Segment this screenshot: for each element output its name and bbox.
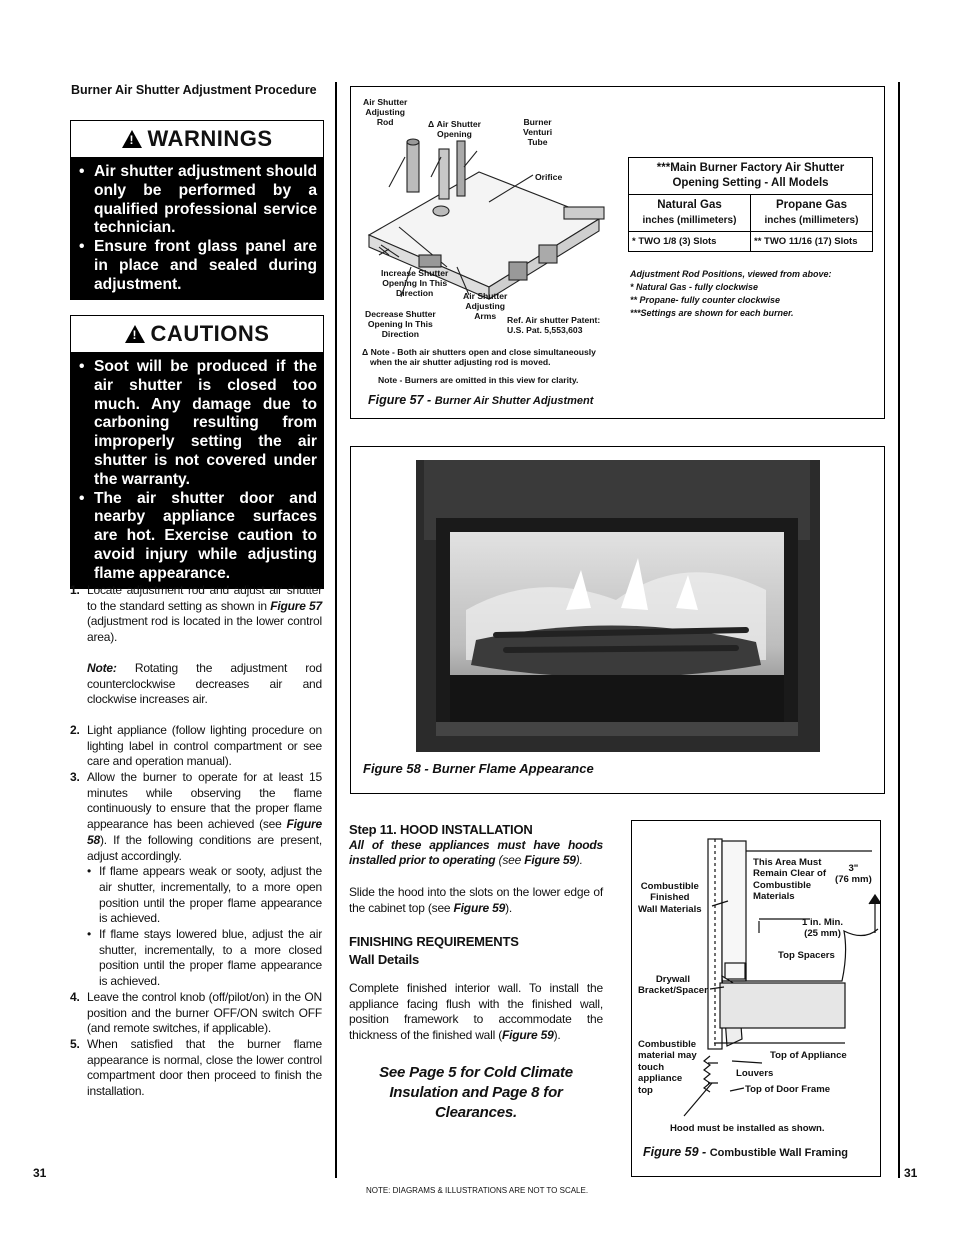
table-col-natural-gas: Natural Gas bbox=[657, 199, 722, 211]
step-text: (adjustment rod is located in the lower control area). bbox=[87, 614, 322, 645]
table-unit: inches (millimeters) bbox=[764, 215, 859, 226]
cautions-body bbox=[71, 353, 323, 588]
wall-details-text: Complete finished interior wall. To install the appliance facing flush with the finished wall, position framework to accommodate the thickness of the finished wall ( bbox=[349, 980, 603, 1043]
adjustment-note: ** Propane- fully counter clockwise bbox=[630, 295, 781, 305]
label-1-inch-min: 1 in. Min. (25 mm) bbox=[802, 917, 844, 940]
label-air-shutter-rod: Air Shutter Adjusting Rod bbox=[363, 97, 408, 127]
step-3 bbox=[70, 770, 322, 864]
label-increase-shutter: Increase Shutter Opening In This Direction bbox=[381, 268, 449, 298]
figure-59-caption: Figure 59 - Combustible Wall Framing bbox=[643, 1145, 849, 1159]
label-burner-venturi: Burner Venturi Tube bbox=[523, 117, 553, 147]
note-text: Rotating the adjustment rod counterclockwise decreases air and clockwise increases air. bbox=[87, 660, 322, 707]
sub-bullet: • If flame stays lowered blue, adjust the air shutter, incrementally, to a more closed position until the proper flame appearance is achieved. bbox=[70, 927, 322, 990]
label-top-of-door-frame: Top of Door Frame bbox=[745, 1084, 831, 1095]
cautions-title: CAUTIONS bbox=[150, 321, 270, 346]
table-cell-natural-gas: * TWO 1/8 (3) Slots bbox=[629, 232, 751, 252]
step-text: Allow the burner to operate for at least 15 minutes while observing the flame continuously to ensure that the proper flame appearance has been achieved (see bbox=[87, 770, 322, 832]
figure-ref: Figure 57 bbox=[270, 598, 322, 613]
warnings-body bbox=[71, 158, 323, 299]
figure-ref: Figure 59 bbox=[524, 853, 576, 868]
procedure-steps bbox=[70, 583, 322, 1100]
step-text: Light appliance (follow lighting procedure on lighting label in control compartment or see care and operation manual). bbox=[87, 722, 322, 769]
step-text: Locate adjustment rod and adjust air shutter to the standard setting as shown in bbox=[87, 583, 322, 613]
label-top-of-appliance: Top of Appliance bbox=[770, 1050, 847, 1061]
figure-58-caption: Figure 58 - Burner Flame Appearance bbox=[363, 761, 594, 776]
page-number-right: 31 bbox=[904, 1166, 918, 1180]
label-clear-area: This Area Must Remain Clear of Combustible Materials bbox=[753, 857, 827, 903]
figure-57 bbox=[350, 86, 885, 419]
figure-ref: Figure 58 bbox=[87, 817, 322, 847]
figure-57-caption: Figure 57 - Burner Air Shutter Adjustment bbox=[368, 393, 594, 407]
warnings-header bbox=[71, 121, 323, 158]
cautions-header bbox=[71, 316, 323, 353]
warning-triangle-icon: ! bbox=[122, 130, 142, 148]
step-2 bbox=[70, 723, 322, 770]
air-shutter-settings-table bbox=[628, 157, 873, 252]
step-number: 5. bbox=[70, 1036, 80, 1051]
column-divider-right bbox=[898, 82, 900, 1178]
step-number: 3. bbox=[70, 770, 80, 785]
figure-ref: Figure 59 bbox=[453, 900, 506, 915]
hood-intro: All of these appliances must have hoods installed prior to operating bbox=[349, 837, 603, 868]
table-unit: inches (millimeters) bbox=[642, 215, 737, 226]
table-title: ***Main Burner Factory Air Shutter bbox=[656, 162, 845, 174]
hood-installation-text: Step 11. HOOD INSTALLATION All of these appliances must have hoods installed prior to operating (see Figure 59). Slide the hood into the slots on the lower edge of the cabinet top (see Figure 59). FINISHING REQUIREMENTS Wall Details Complete finished interior wall. To install the appliance facing flush with the finished wall, position framework to accommodate the thickness of the finished wall (Figure 59). See Page 5 for Cold Climate Insulation and Page 8 for Clearances. bbox=[349, 822, 603, 1121]
step-text: When satisfied that the burner flame appearance is normal, close the lower control compartment door then proceed to finish the installation. bbox=[87, 1036, 322, 1099]
caution-item: • Soot will be produced if the air shutter is closed too much. Any damage due to carboning resulting from improperly setting the air shutter is not covered under the warranty. bbox=[77, 358, 317, 490]
cautions-box bbox=[70, 315, 324, 589]
step-text: ). If the following conditions are present, adjust accordingly. bbox=[87, 832, 322, 863]
figure-58 bbox=[350, 446, 885, 794]
sub-bullet: • If flame appears weak or sooty, adjust the air shutter, incrementally, to a more open position until the proper flame appearance is achieved. bbox=[70, 864, 322, 927]
footer-note: NOTE: DIAGRAMS & ILLUSTRATIONS ARE NOT TO SCALE. bbox=[365, 1186, 589, 1195]
table-cell-propane: ** TWO 11/16 (17) Slots bbox=[751, 232, 873, 252]
see-page-note: See Page 5 for Cold Climate Insulation and Page 8 for Clearances. bbox=[379, 1063, 573, 1121]
wall-details-title: Wall Details bbox=[349, 952, 420, 968]
label-adjusting-arms: Air Shutter Adjusting Arms bbox=[463, 291, 508, 321]
step-number: 1. bbox=[70, 583, 80, 597]
step-number: 4. bbox=[70, 989, 80, 1004]
label-louvers: Louvers bbox=[736, 1068, 774, 1079]
hood-step-title: Step 11. HOOD INSTALLATION bbox=[349, 822, 533, 837]
warnings-title: WARNINGS bbox=[147, 126, 273, 151]
table-col-propane: Propane Gas bbox=[776, 199, 847, 211]
step-4 bbox=[70, 990, 322, 1037]
label-hood-note: Hood must be installed as shown. bbox=[670, 1123, 825, 1134]
warning-item: • Air shutter adjustment should only be performed by a qualified professional service technician. bbox=[77, 163, 317, 238]
label-decrease-shutter: Decrease Shutter Opening In This Direction bbox=[365, 309, 436, 339]
caution-triangle-icon: ! bbox=[125, 325, 145, 343]
table-subtitle: Opening Setting - All Models bbox=[672, 177, 829, 189]
hood-slide-text: Slide the hood into the slots on the lower edge of the cabinet top (see bbox=[349, 885, 603, 915]
label-drywall: Drywall Bracket/Spacer bbox=[638, 974, 708, 997]
step-number: 2. bbox=[70, 722, 80, 737]
finishing-title: FINISHING REQUIREMENTS bbox=[349, 933, 519, 949]
page-number-left: 31 bbox=[33, 1166, 47, 1180]
label-combustible-material: Combustible material may touch appliance top bbox=[638, 1039, 697, 1096]
column-divider-left bbox=[335, 82, 337, 1178]
figure-ref: Figure 59 bbox=[502, 1028, 554, 1043]
label-top-spacers: Top Spacers bbox=[778, 950, 835, 961]
label-patent: Ref. Air shutter Patent: U.S. Pat. 5,553,603 bbox=[507, 315, 601, 335]
label-note-burners: Note - Burners are omitted in this view for clarity. bbox=[378, 375, 579, 385]
adjustment-note: Adjustment Rod Positions, viewed from above: bbox=[630, 269, 832, 279]
adjustment-note: ***Settings are shown for each burner. bbox=[630, 308, 794, 318]
adjustment-note: * Natural Gas - fully clockwise bbox=[630, 282, 759, 292]
fireplace-photo bbox=[416, 460, 820, 752]
step-5 bbox=[70, 1037, 322, 1100]
label-combustible-wall: Combustible Finished Wall Materials bbox=[638, 881, 702, 915]
note-label: Note: bbox=[87, 660, 117, 675]
caution-item: • The air shutter door and nearby appliance surfaces are hot. Exercise caution to avoid injury while adjusting flame appearance. bbox=[77, 490, 317, 584]
label-air-shutter-opening: Δ Air Shutter Opening bbox=[428, 119, 481, 139]
section-title: Burner Air Shutter Adjustment Procedure bbox=[71, 83, 317, 97]
warnings-box bbox=[70, 120, 324, 300]
label-orifice: Orifice bbox=[535, 172, 563, 182]
warning-item: • Ensure front glass panel are in place and sealed during adjustment. bbox=[77, 238, 317, 294]
adjustment-notes bbox=[630, 268, 832, 320]
step-1 bbox=[70, 583, 322, 708]
figure-59 bbox=[631, 820, 881, 1177]
step-text: Leave the control knob (off/pilot/on) in the ON position and the burner OFF/ON switch OFF (and remote switches, if applicable). bbox=[87, 989, 322, 1036]
label-3-inch: 3" (76 mm) bbox=[835, 863, 872, 886]
label-note-shutters: Δ Note - Both air shutters open and close simultaneously when the air shutter adjusting rod is moved. bbox=[362, 347, 596, 367]
